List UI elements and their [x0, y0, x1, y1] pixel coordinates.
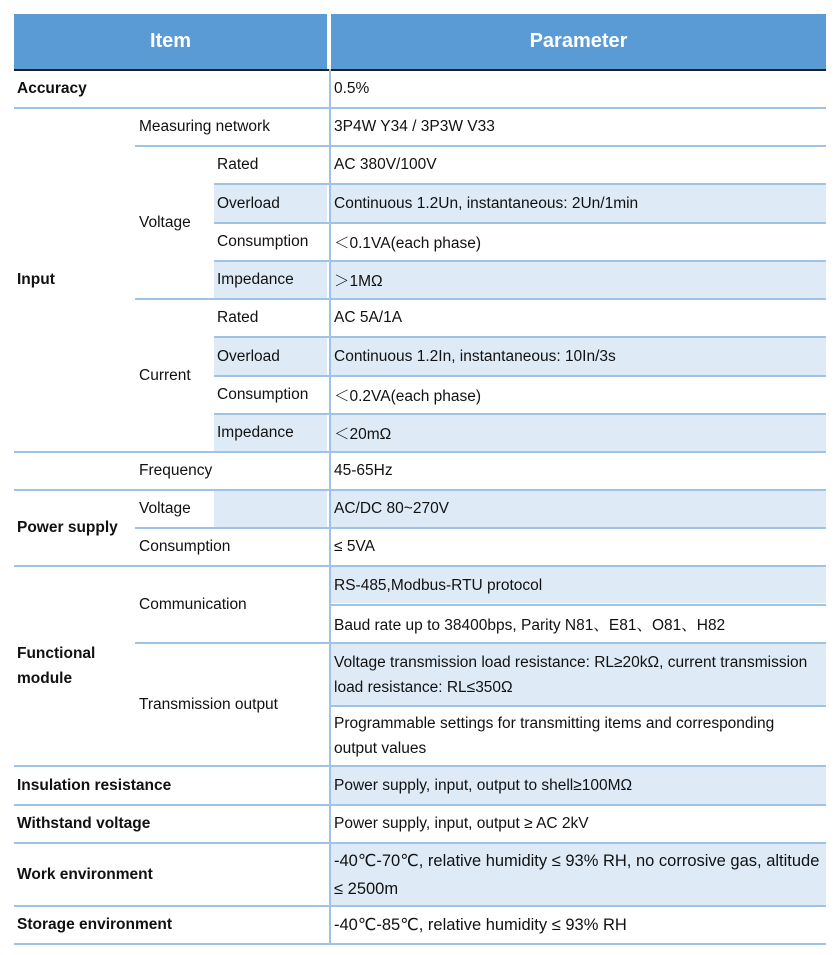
withstand-value: Power supply, input, output ≥ AC 2kV: [334, 815, 589, 832]
input-label: Input: [17, 271, 55, 288]
current-rated-label: Rated: [217, 309, 259, 326]
ps-voltage-value: AC/DC 80~270V: [334, 500, 450, 517]
current-consumption-value: ＜0.2VA(each phase): [334, 388, 482, 405]
voltage-rated-label: Rated: [217, 156, 259, 173]
power-supply-label: Power supply: [17, 519, 118, 536]
header-item: Item: [14, 14, 327, 69]
current-impedance-label: Impedance: [217, 424, 294, 441]
measuring-network-value: 3P4W Y34 / 3P3W V33: [334, 118, 495, 135]
work-env-value: -40℃-70℃, relative humidity ≤ 93% RH, no corrosive gas, altitude ≤ 2500m: [334, 851, 820, 898]
transmission-value1: Voltage transmission load resistance: RL≥20kΩ, current transmission load resistance: RL≤350Ω: [334, 653, 808, 696]
current-consumption-label: Consumption: [217, 386, 309, 403]
current-label: Current: [139, 366, 191, 384]
ps-consumption-value: ≤ 5VA: [334, 538, 375, 555]
work-env-label: Work environment: [17, 865, 153, 883]
voltage-consumption-value: ＜0.1VA(each phase): [334, 235, 482, 252]
column-divider: [329, 69, 331, 945]
current-overload-value: Continuous 1.2In, instantaneous: 10In/3s: [334, 347, 616, 365]
communication-value2: Baud rate up to 38400bps, Parity N81、E81、O81、H82: [334, 617, 726, 634]
current-rated-value: AC 5A/1A: [334, 309, 403, 326]
voltage-overload-label: Overload: [217, 194, 280, 212]
functional-module-label: Functional module: [17, 645, 96, 687]
shade-ps-voltage-gap: [214, 490, 327, 527]
voltage-impedance-value: ＞1MΩ: [334, 273, 383, 290]
transmission-output-label: Transmission output: [139, 695, 278, 713]
ps-voltage-label: Voltage: [139, 500, 191, 517]
storage-env-label: Storage environment: [17, 916, 173, 933]
frequency-value: 45-65Hz: [334, 462, 393, 479]
voltage-overload-value: Continuous 1.2Un, instantaneous: 2Un/1min: [334, 194, 639, 212]
frequency-label: Frequency: [139, 462, 213, 479]
insulation-value: Power supply, input, output to shell≥100MΩ: [334, 776, 633, 794]
current-impedance-value: ＜20mΩ: [334, 426, 392, 443]
transmission-value2: Programmable settings for transmitting items and corresponding output values: [334, 715, 775, 757]
rule-bottom: [14, 943, 826, 945]
storage-env-value: -40℃-85℃, relative humidity ≤ 93% RH: [334, 916, 627, 934]
voltage-rated-value: AC 380V/100V: [334, 156, 437, 173]
insulation-label: Insulation resistance: [17, 776, 172, 794]
ps-consumption-label: Consumption: [139, 538, 231, 555]
communication-label: Communication: [139, 595, 247, 613]
accuracy-label: Accuracy: [17, 79, 87, 97]
voltage-impedance-label: Impedance: [217, 271, 294, 288]
voltage-consumption-label: Consumption: [217, 233, 309, 250]
measuring-network-label: Measuring network: [139, 118, 270, 135]
header-parameter: Parameter: [331, 14, 826, 69]
voltage-label: Voltage: [139, 213, 191, 231]
withstand-label: Withstand voltage: [17, 815, 151, 832]
communication-value1: RS-485,Modbus-RTU protocol: [334, 576, 543, 594]
current-overload-label: Overload: [217, 347, 280, 365]
accuracy-value: 0.5%: [334, 79, 370, 97]
